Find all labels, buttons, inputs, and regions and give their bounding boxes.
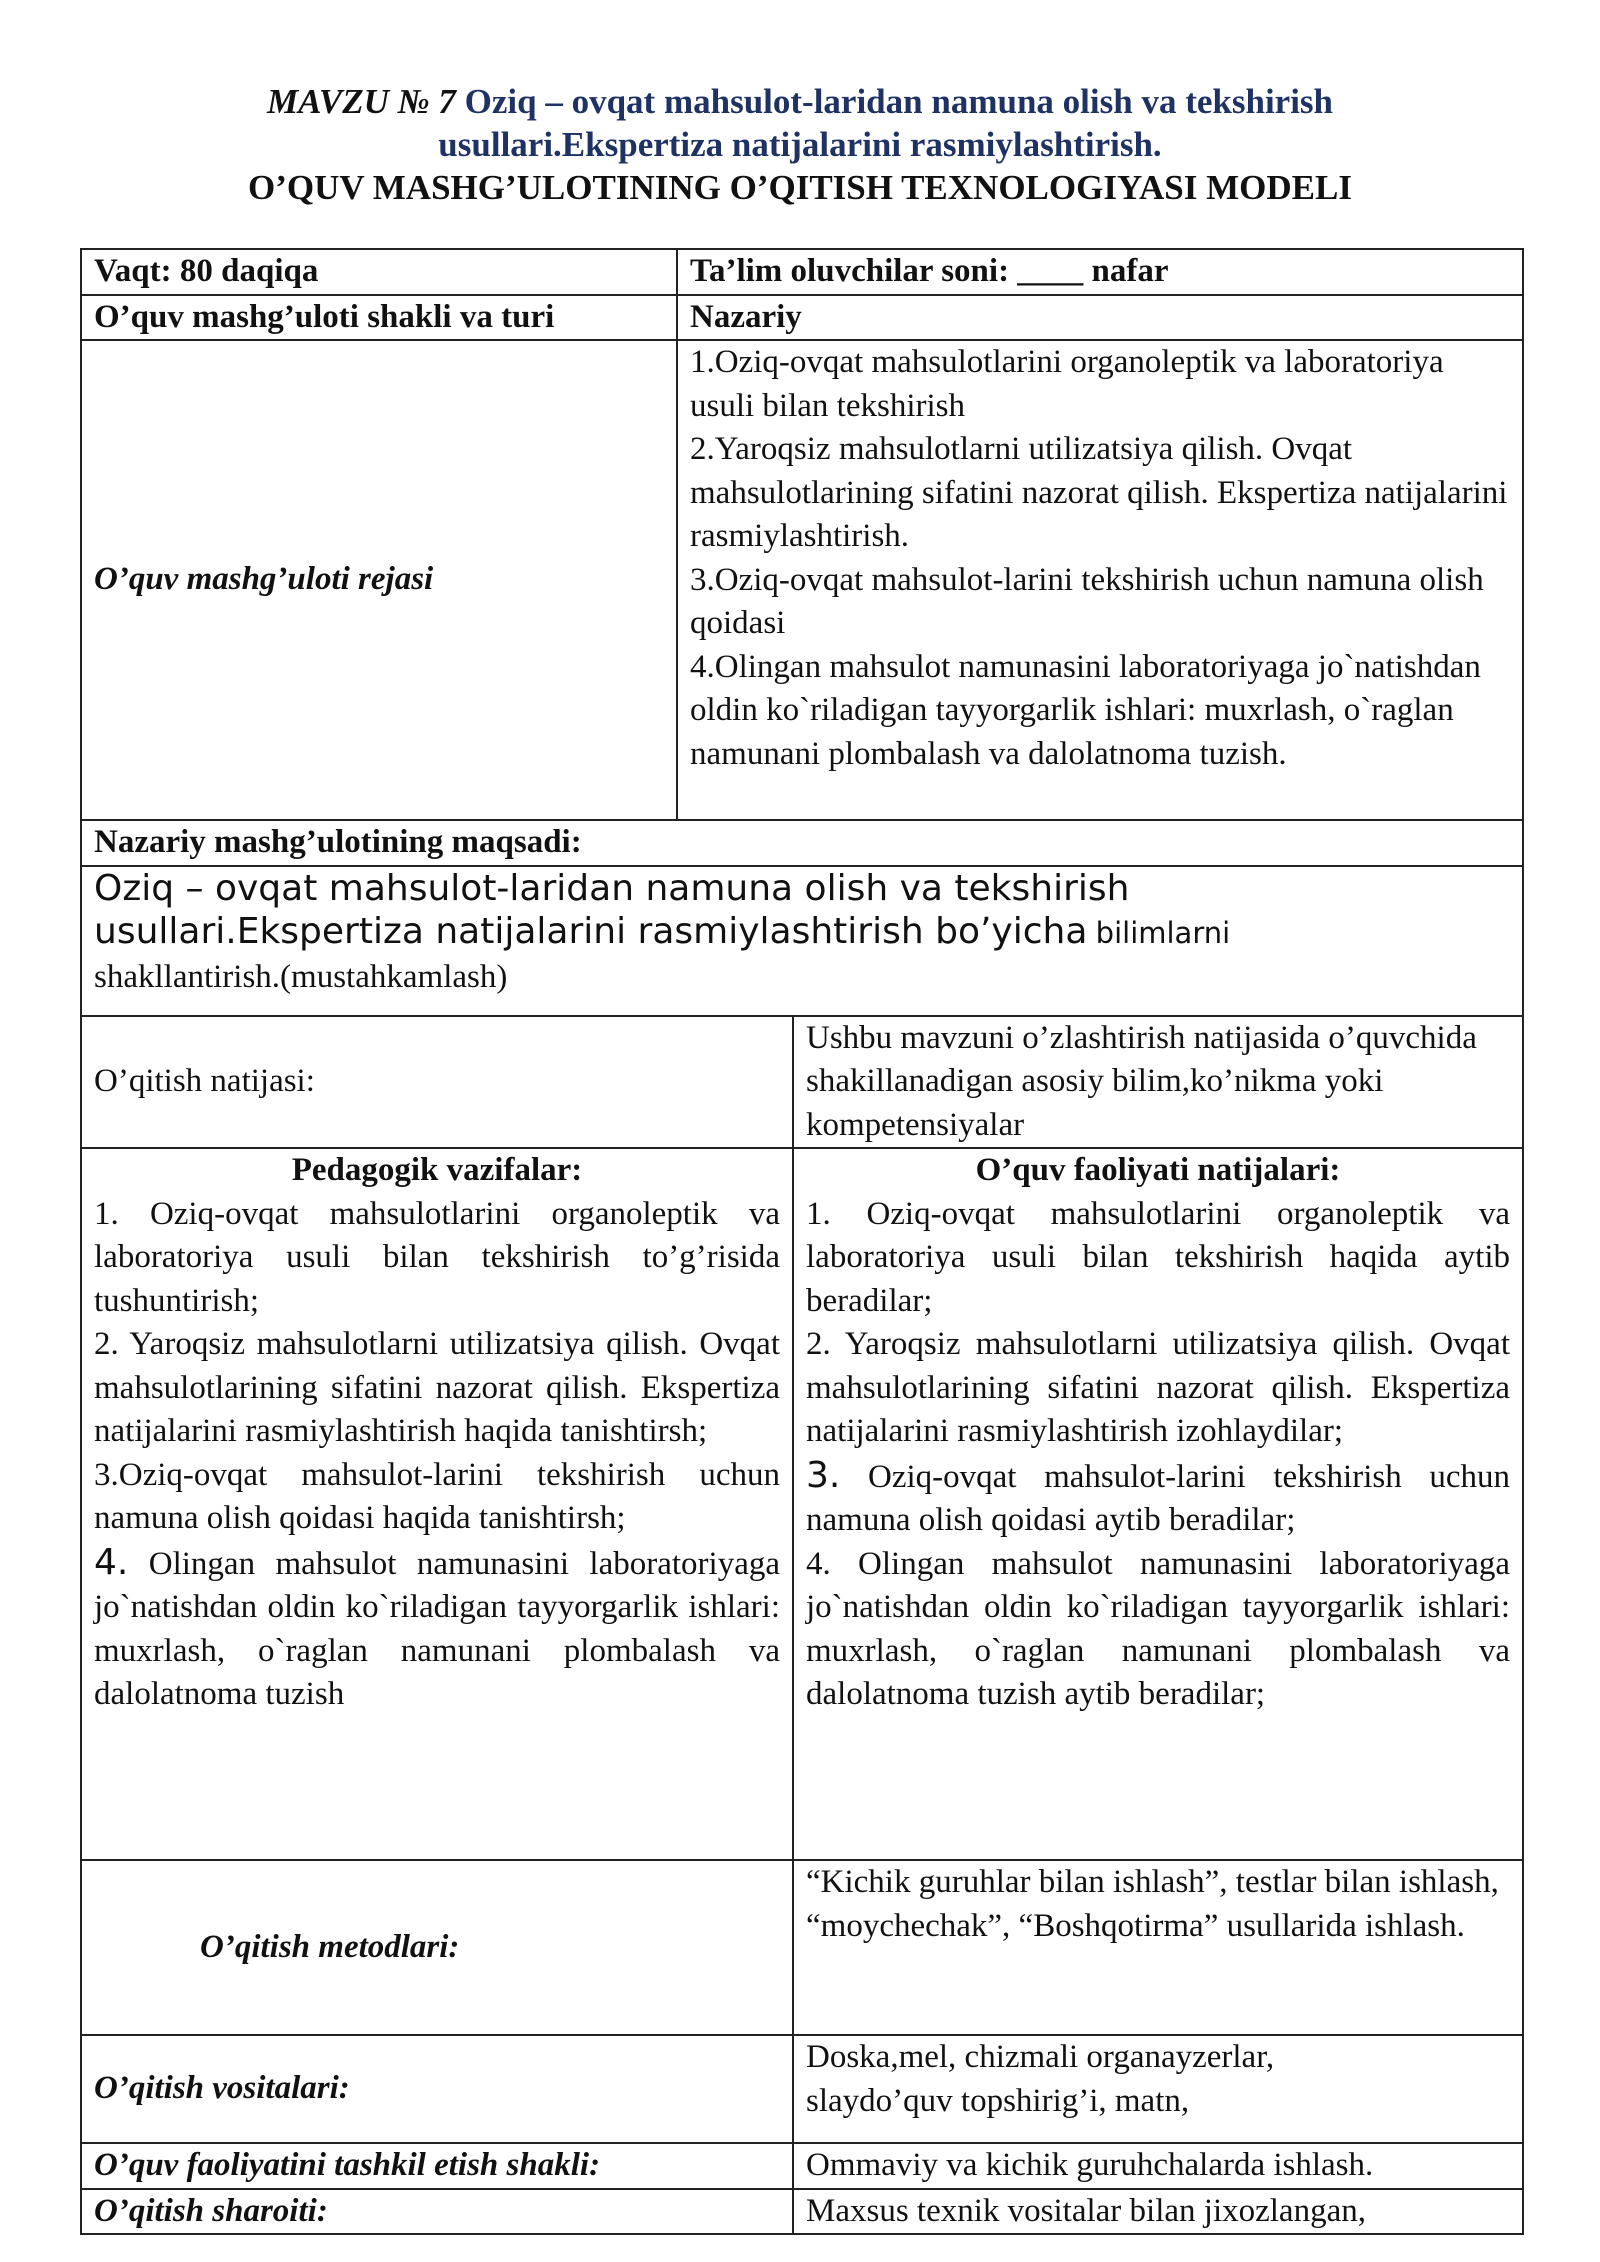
goal-text <box>81 866 1523 1016</box>
ped-item: 2. Yaroqsiz mahsulotlarni utilizatsiya qilish. Ovqat mahsulotlarining sifatini nazorat qilish. Ekspertiza natijalarini rasmiylashtirish haqida tanishtirsh; <box>94 1326 780 1449</box>
plan-item: 1.Oziq-ovqat mahsulotlarini organoleptik va laboratoriya usuli bilan tekshirish <box>690 344 1444 424</box>
plan-items <box>677 340 1523 820</box>
goal-line-2: usullari.Ekspertiza natijalarini rasmiylashtirish bo’yicha <box>94 911 1088 952</box>
methods-line-1: “Kichik guruhlar bilan ishlash”, testlar bilan ishlash, <box>806 1864 1499 1900</box>
form-label: O’quv mashg’uloti shakli va turi <box>81 295 677 341</box>
act-item: 2. Yaroqsiz mahsulotlarni utilizatsiya qilish. Ovqat mahsulotlarining sifatini nazorat qilish. Ekspertiza natijalarini rasmiylashtirish izohlaydilar; <box>806 1326 1510 1449</box>
time-row <box>81 249 1523 295</box>
time-cell: Vaqt: 80 daqiqa <box>81 249 677 295</box>
act-header: O’quv faoliyati natijalari: <box>975 1152 1341 1188</box>
methods-line-2: “moychechak”, “Boshqotirma” usullarida ishlash. <box>806 1907 1465 1944</box>
goal-line-3: shakllantirish.(mustahkamlash) <box>94 958 508 995</box>
plan-item: 2.Yaroqsiz mahsulotlarni utilizatsiya qilish. Ovqat mahsulotlarining sifatini nazorat qilish. Ekspertiza natijalarini rasmiylashtirish. <box>690 431 1508 554</box>
act-item: 4. Olingan mahsulot namunasini laboratoriyaga jo`natishdan oldin ko`riladigan tayyorgarlik ishlari: muxrlash, o`raglan namunani plombalash va dalolatnoma tuzish aytib beradilar; <box>806 1545 1510 1712</box>
plan-row <box>81 340 1523 820</box>
students-cell: Ta’lim oluvchilar soni: ____ nafar <box>677 249 1523 295</box>
title-line-1 <box>0 80 1600 123</box>
pedagogical-tasks <box>81 1148 793 1860</box>
ped-item: 1. Oziq-ovqat mahsulotlarini organoleptik va laboratoriya usuli bilan tekshirish to’g’risida tushuntirish; <box>94 1195 780 1319</box>
org-label: O’quv faoliyatini tashkil etish shakli: <box>81 2143 793 2189</box>
conditions-row <box>81 2189 1523 2235</box>
title-line-2: usullari.Ekspertiza natijalarini rasmiylashtirish. <box>438 125 1162 164</box>
plan-label: O’quv mashg’uloti rejasi <box>81 340 677 820</box>
act-item: Oziq-ovqat mahsulot-larini tekshirish uchun namuna olish qoidasi aytib beradilar; <box>806 1458 1510 1538</box>
ped-header: Pedagogik vazifalar: <box>291 1152 583 1188</box>
act-item: 1. Oziq-ovqat mahsulotlarini organoleptik va laboratoriya usuli bilan tekshirish haqida aytib beradilar; <box>806 1195 1510 1319</box>
methods-label: O’qitish metodlari: <box>81 1860 793 2035</box>
org-row <box>81 2143 1523 2189</box>
goal-label: Nazariy mashg’ulotining maqsadi: <box>81 820 1523 866</box>
ped-item: Olingan mahsulot namunasini laboratoriyaga jo`natishdan oldin ko`riladigan tayyorgarlik ishlari: muxrlash, o`raglan namunani plombalash va dalolatnoma tuzish <box>94 1545 780 1712</box>
topic-text-1: Oziq – ovqat mahsulot-laridan namuna olish va tekshirish <box>464 82 1334 121</box>
tools-value <box>793 2035 1523 2143</box>
ped-item: 3.Oziq-ovqat mahsulot-larini tekshirish uchun namuna olish qoidasi haqida tanishtirsh; <box>94 1456 780 1536</box>
topic-number: MAVZU № 7 <box>266 82 456 121</box>
tools-line-1: Doska,mel, chizmali organayzerlar, <box>806 2039 1275 2075</box>
goal-label-row <box>81 820 1523 866</box>
ped-item-number: 4. <box>94 1541 129 1583</box>
form-row <box>81 295 1523 341</box>
tasks-row <box>81 1148 1523 1860</box>
form-value: Nazariy <box>677 295 1523 341</box>
goal-line-2-tail: bilimlarni <box>1095 916 1231 950</box>
methods-value <box>793 1860 1523 2035</box>
lesson-model-table <box>80 248 1524 2235</box>
result-value: Ushbu mavzuni o’zlashtirish natijasida o’quvchida shakillanadigan asosiy bilim,ko’nikma yoki kompetensiyalar <box>793 1016 1523 1149</box>
conditions-value: Maxsus texnik vositalar bilan jixozlangan, <box>793 2189 1523 2235</box>
methods-row <box>81 1860 1523 2035</box>
document-subtitle: O’QUV MASHG’ULOTINING O’QITISH TEXNOLOGIYASI MODELI <box>247 168 1352 207</box>
plan-item: 3.Oziq-ovqat mahsulot-larini tekshirish uchun namuna olish qoidasi <box>690 561 1484 641</box>
act-item-number: 3. <box>806 1454 841 1496</box>
goal-line-1: Oziq – ovqat mahsulot-laridan namuna olish va tekshirish <box>94 867 1130 909</box>
tools-label: O’qitish vositalari: <box>81 2035 793 2143</box>
result-label: O’qitish natijasi: <box>81 1016 793 1149</box>
result-row <box>81 1016 1523 1149</box>
goal-row <box>81 866 1523 1016</box>
document-title <box>0 80 1600 209</box>
activity-results <box>793 1148 1523 1860</box>
tools-line-2: slaydo’quv topshirig’i, matn, <box>806 2082 1190 2119</box>
tools-row <box>81 2035 1523 2143</box>
org-value: Ommaviy va kichik guruhchalarda ishlash. <box>793 2143 1523 2189</box>
conditions-label: O’qitish sharoiti: <box>81 2189 793 2235</box>
plan-item: 4.Olingan mahsulot namunasini laboratoriyaga jo`natishdan oldin ko`riladigan tayyorgarlik ishlari: muxrlash, o`raglan namunani plombalash va dalolatnoma tuzish. <box>690 648 1481 772</box>
